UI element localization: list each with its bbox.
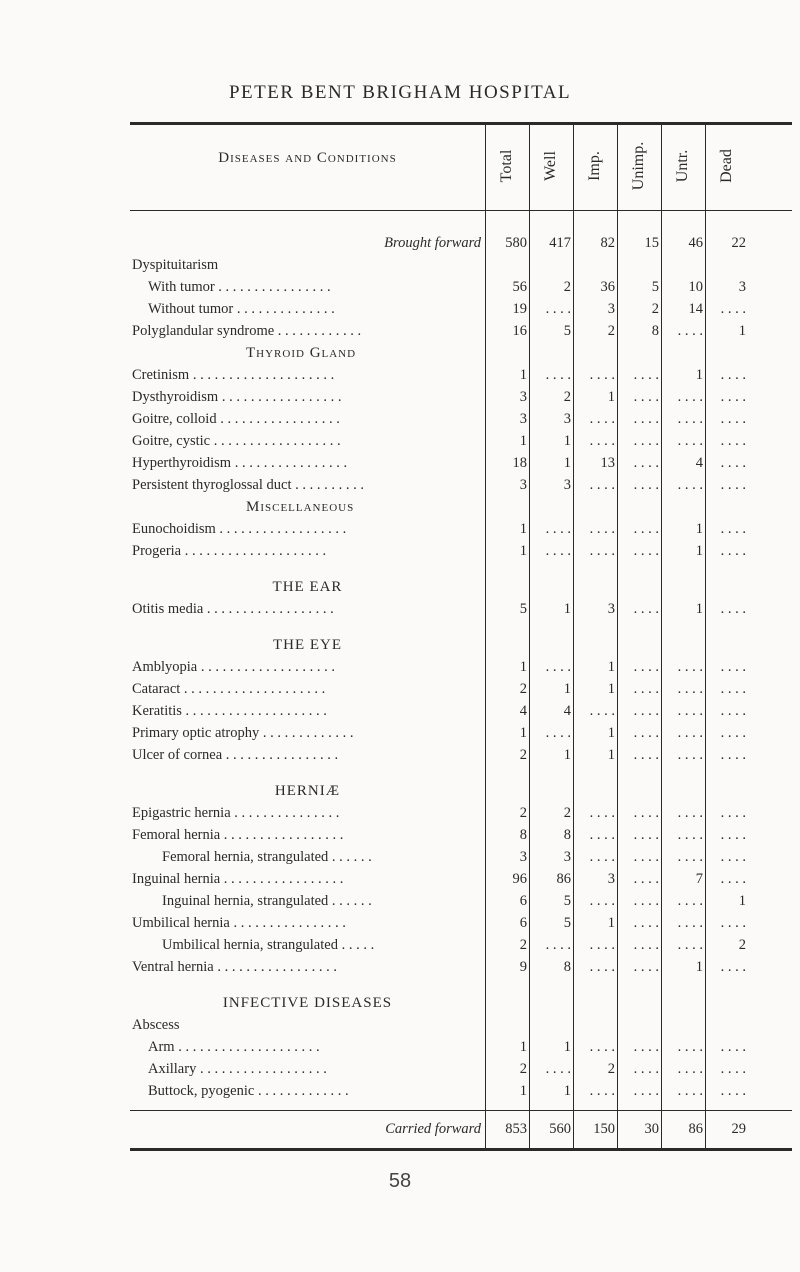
section-heading xyxy=(130,576,792,598)
cell-unimp: . . . . xyxy=(633,1083,659,1099)
cell-well: 1 xyxy=(563,1083,571,1099)
table-row xyxy=(130,232,792,254)
cell-dead: 1 xyxy=(738,893,746,909)
cell-well: 5 xyxy=(563,893,571,909)
cell-well: 1 xyxy=(563,747,571,763)
cell-well: 8 xyxy=(563,959,571,975)
page-number: 58 xyxy=(388,1170,412,1192)
table-row xyxy=(130,700,792,722)
cell-untr: 86 xyxy=(688,1121,703,1137)
cell-total: 6 xyxy=(519,915,527,931)
top-rule xyxy=(130,122,792,125)
cell-untr: 14 xyxy=(688,301,703,317)
cell-untr: . . . . xyxy=(677,893,703,909)
column-header-label: Imp. xyxy=(586,151,603,181)
cell-unimp: . . . . xyxy=(633,893,659,909)
cell-well: . . . . xyxy=(545,725,571,741)
table-row xyxy=(130,744,792,766)
cell-unimp: . . . . xyxy=(633,1061,659,1077)
cell-total: 2 xyxy=(519,1061,527,1077)
cell-total: 1 xyxy=(519,367,527,383)
cell-total: 1 xyxy=(519,1083,527,1099)
cell-total: 1 xyxy=(519,433,527,449)
cell-imp: . . . . xyxy=(589,367,615,383)
cell-unimp: . . . . xyxy=(633,455,659,471)
cell-unimp: . . . . xyxy=(633,725,659,741)
cell-dead: 1 xyxy=(738,323,746,339)
table-row xyxy=(130,474,792,496)
table-row xyxy=(130,1080,792,1102)
table-row xyxy=(130,320,792,342)
cell-dead: . . . . xyxy=(720,389,746,405)
cell-unimp: . . . . xyxy=(633,433,659,449)
cell-well: 1 xyxy=(563,601,571,617)
cell-unimp: . . . . xyxy=(633,871,659,887)
cell-well: 3 xyxy=(563,477,571,493)
cell-dead: . . . . xyxy=(720,747,746,763)
cell-imp: 36 xyxy=(600,279,615,295)
cell-unimp: . . . . xyxy=(633,937,659,953)
cell-well: 417 xyxy=(549,235,571,251)
table-row xyxy=(130,364,792,386)
cell-imp: 82 xyxy=(600,235,615,251)
cell-unimp: . . . . xyxy=(633,521,659,537)
cell-unimp: . . . . xyxy=(633,367,659,383)
table-row xyxy=(130,408,792,430)
cell-untr: 46 xyxy=(688,235,703,251)
cell-dead: 3 xyxy=(738,279,746,295)
cell-dead: . . . . xyxy=(720,703,746,719)
column-header-label: Unimp. xyxy=(630,141,647,191)
cell-unimp: . . . . xyxy=(633,747,659,763)
cell-unimp: . . . . xyxy=(633,827,659,843)
cell-untr: . . . . xyxy=(677,389,703,405)
cell-dead: . . . . xyxy=(720,659,746,675)
cell-total: 2 xyxy=(519,681,527,697)
column-divider xyxy=(573,125,574,1148)
table-row xyxy=(130,518,792,540)
cell-well: 3 xyxy=(563,411,571,427)
cell-imp xyxy=(573,254,617,276)
cell-untr: . . . . xyxy=(677,805,703,821)
cell-total: 8 xyxy=(519,827,527,843)
row-label: Axillary . . . . . . . . . . . . . . . . . . xyxy=(148,1061,327,1077)
cell-well xyxy=(529,254,573,276)
cell-unimp: 2 xyxy=(651,301,659,317)
row-label: Femoral hernia, strangulated . . . . . . xyxy=(162,849,372,865)
cell-well: 1 xyxy=(563,433,571,449)
cell-dead: . . . . xyxy=(720,411,746,427)
cell-dead: . . . . xyxy=(720,959,746,975)
cell-unimp xyxy=(617,1014,661,1036)
cell-total: 3 xyxy=(519,411,527,427)
section-heading xyxy=(130,342,792,364)
row-label: Without tumor . . . . . . . . . . . . . . xyxy=(148,301,335,317)
cell-imp: 1 xyxy=(607,747,615,763)
row-label: Dysthyroidism . . . . . . . . . . . . . . . . . xyxy=(132,389,342,405)
row-label: Ventral hernia . . . . . . . . . . . . . . . . . xyxy=(132,959,337,975)
section-heading-label: Thyroid Gland xyxy=(246,345,357,361)
cell-imp: 3 xyxy=(607,871,615,887)
cell-untr xyxy=(661,1014,705,1036)
cell-imp: . . . . xyxy=(589,1083,615,1099)
section-heading xyxy=(130,496,792,518)
cell-dead: . . . . xyxy=(720,725,746,741)
cell-dead: . . . . xyxy=(720,455,746,471)
cell-dead: . . . . xyxy=(720,521,746,537)
cell-well: 560 xyxy=(549,1121,571,1137)
cell-total: 853 xyxy=(505,1121,527,1137)
cell-dead: . . . . xyxy=(720,367,746,383)
cell-imp: 3 xyxy=(607,301,615,317)
cell-total: 3 xyxy=(519,849,527,865)
table-row xyxy=(130,452,792,474)
row-label: Cataract . . . . . . . . . . . . . . . . . . . . xyxy=(132,681,326,697)
row-label: Cretinism . . . . . . . . . . . . . . . . . . . . xyxy=(132,367,335,383)
table-row xyxy=(130,386,792,408)
cell-well: . . . . xyxy=(545,659,571,675)
column-divider xyxy=(705,125,706,1148)
cell-unimp: . . . . xyxy=(633,477,659,493)
row-label: Epigastric hernia . . . . . . . . . . . . . . . xyxy=(132,805,340,821)
row-label: Femoral hernia . . . . . . . . . . . . . . . . . xyxy=(132,827,344,843)
cell-unimp: 8 xyxy=(651,323,659,339)
cell-imp: 2 xyxy=(607,1061,615,1077)
cell-unimp: 5 xyxy=(651,279,659,295)
cell-untr: 1 xyxy=(695,959,703,975)
cell-untr: 7 xyxy=(695,871,703,887)
cell-dead: . . . . xyxy=(720,1061,746,1077)
cell-dead: 2 xyxy=(738,937,746,953)
cell-untr: . . . . xyxy=(677,1039,703,1055)
row-label: Eunochoidism . . . . . . . . . . . . . . . . . . xyxy=(132,521,347,537)
cell-untr: . . . . xyxy=(677,681,703,697)
cell-imp: 1 xyxy=(607,725,615,741)
cell-dead: . . . . xyxy=(720,849,746,865)
table-row xyxy=(130,846,792,868)
cell-total: 4 xyxy=(519,703,527,719)
cell-total: 2 xyxy=(519,937,527,953)
cell-dead: . . . . xyxy=(720,543,746,559)
section-heading xyxy=(130,780,792,802)
cell-dead: . . . . xyxy=(720,433,746,449)
cell-imp: . . . . xyxy=(589,543,615,559)
row-label: Goitre, colloid . . . . . . . . . . . . . . . . . xyxy=(132,411,340,427)
cell-untr: . . . . xyxy=(677,659,703,675)
column-header-well xyxy=(529,122,573,210)
section-heading-label: Miscellaneous xyxy=(246,499,355,515)
cell-dead: 29 xyxy=(731,1121,746,1137)
cell-untr: 1 xyxy=(695,601,703,617)
cell-well: . . . . xyxy=(545,521,571,537)
cell-imp: . . . . xyxy=(589,411,615,427)
table-row xyxy=(130,540,792,562)
cell-well: . . . . xyxy=(545,1061,571,1077)
cell-dead: . . . . xyxy=(720,601,746,617)
table-row xyxy=(130,802,792,824)
section-heading-label: THE EYE xyxy=(272,637,343,653)
column-header-imp xyxy=(573,122,617,210)
cell-imp: 1 xyxy=(607,681,615,697)
cell-total: 1 xyxy=(519,543,527,559)
table-row xyxy=(130,298,792,320)
cell-untr: . . . . xyxy=(677,725,703,741)
cell-total: 2 xyxy=(519,805,527,821)
table-row xyxy=(130,934,792,956)
column-header-unimp xyxy=(617,122,661,210)
cell-untr: 10 xyxy=(688,279,703,295)
cell-well: . . . . xyxy=(545,301,571,317)
cell-unimp: . . . . xyxy=(633,543,659,559)
cell-imp: 13 xyxy=(600,455,615,471)
row-label: Inguinal hernia . . . . . . . . . . . . . . . . . xyxy=(132,871,344,887)
cell-dead: . . . . xyxy=(720,681,746,697)
column-header-untr xyxy=(661,122,705,210)
table-row xyxy=(130,1058,792,1080)
column-header-total xyxy=(485,122,529,210)
row-label: Dyspituitarism xyxy=(132,257,219,273)
table-row xyxy=(130,1014,792,1036)
row-label: Abscess xyxy=(132,1017,180,1033)
cell-well: 86 xyxy=(556,871,571,887)
column-divider xyxy=(485,125,486,1148)
cell-dead: . . . . xyxy=(720,915,746,931)
carried-rule xyxy=(130,1110,792,1111)
cell-untr: . . . . xyxy=(677,1061,703,1077)
cell-untr: . . . . xyxy=(677,827,703,843)
row-label: Progeria . . . . . . . . . . . . . . . . . . . . xyxy=(132,543,327,559)
cell-well xyxy=(529,1014,573,1036)
cell-untr: 1 xyxy=(695,367,703,383)
row-label: Inguinal hernia, strangulated . . . . . . xyxy=(162,893,372,909)
cell-untr: . . . . xyxy=(677,915,703,931)
row-label: Brought forward xyxy=(384,235,481,251)
cell-untr: 1 xyxy=(695,543,703,559)
cell-total: 1 xyxy=(519,1039,527,1055)
row-label: Umbilical hernia, strangulated . . . . . xyxy=(162,937,375,953)
column-divider xyxy=(529,125,530,1148)
cell-untr: . . . . xyxy=(677,323,703,339)
cell-imp: . . . . xyxy=(589,477,615,493)
row-label: Primary optic atrophy . . . . . . . . . . . . . xyxy=(132,725,354,741)
section-heading-label: INFECTIVE DISEASES xyxy=(222,995,393,1011)
cell-well: . . . . xyxy=(545,543,571,559)
cell-well: 4 xyxy=(563,703,571,719)
row-label: Arm . . . . . . . . . . . . . . . . . . . . xyxy=(148,1039,320,1055)
cell-untr: . . . . xyxy=(677,849,703,865)
cell-untr: 1 xyxy=(695,521,703,537)
cell-well: . . . . xyxy=(545,937,571,953)
cell-well: 1 xyxy=(563,1039,571,1055)
cell-dead: 22 xyxy=(731,235,746,251)
cell-dead: . . . . xyxy=(720,805,746,821)
cell-imp: 1 xyxy=(607,659,615,675)
table-row xyxy=(130,956,792,978)
cell-imp: . . . . xyxy=(589,893,615,909)
table-row xyxy=(130,890,792,912)
cell-unimp: 30 xyxy=(644,1121,659,1137)
cell-total xyxy=(485,1014,529,1036)
row-label: Buttock, pyogenic . . . . . . . . . . . . . xyxy=(148,1083,349,1099)
cell-dead: . . . . xyxy=(720,477,746,493)
column-header-label: Dead xyxy=(718,149,735,183)
cell-unimp xyxy=(617,254,661,276)
cell-imp xyxy=(573,1014,617,1036)
table-row xyxy=(130,678,792,700)
cell-dead: . . . . xyxy=(720,871,746,887)
table-row xyxy=(130,824,792,846)
cell-untr: . . . . xyxy=(677,477,703,493)
cell-total: 1 xyxy=(519,659,527,675)
cell-imp: 3 xyxy=(607,601,615,617)
bottom-rule xyxy=(130,1148,792,1151)
cell-untr: . . . . xyxy=(677,937,703,953)
cell-total: 56 xyxy=(512,279,527,295)
cell-dead: . . . . xyxy=(720,1039,746,1055)
section-heading-label: HERNIÆ xyxy=(274,783,341,799)
page-header: PETER BENT BRIGHAM HOSPITAL xyxy=(228,82,572,103)
column-header-label: Untr. xyxy=(674,149,691,183)
cell-untr: . . . . xyxy=(677,411,703,427)
cell-total: 1 xyxy=(519,521,527,537)
cell-imp: . . . . xyxy=(589,805,615,821)
cell-total: 9 xyxy=(519,959,527,975)
cell-unimp: . . . . xyxy=(633,681,659,697)
cell-unimp: 15 xyxy=(644,235,659,251)
table-row xyxy=(130,912,792,934)
statistics-table xyxy=(130,122,792,1158)
row-label: Hyperthyroidism . . . . . . . . . . . . . . . . xyxy=(132,455,348,471)
cell-imp: . . . . xyxy=(589,433,615,449)
cell-well: 2 xyxy=(563,805,571,821)
cell-well: 2 xyxy=(563,279,571,295)
cell-unimp: . . . . xyxy=(633,703,659,719)
column-header-label: Total xyxy=(498,149,515,183)
column-header-dead xyxy=(705,122,749,210)
table-row xyxy=(130,254,792,276)
cell-well: 5 xyxy=(563,915,571,931)
row-label: Keratitis . . . . . . . . . . . . . . . . . . . . xyxy=(132,703,327,719)
cell-well: 5 xyxy=(563,323,571,339)
cell-imp: . . . . xyxy=(589,959,615,975)
cell-total: 16 xyxy=(512,323,527,339)
column-divider xyxy=(661,125,662,1148)
cell-imp: . . . . xyxy=(589,849,615,865)
cell-total: 19 xyxy=(512,301,527,317)
cell-well: . . . . xyxy=(545,367,571,383)
table-row xyxy=(130,276,792,298)
cell-dead xyxy=(705,1014,748,1036)
cell-dead: . . . . xyxy=(720,1083,746,1099)
row-label: Amblyopia . . . . . . . . . . . . . . . . . . . xyxy=(132,659,335,675)
cell-total: 2 xyxy=(519,747,527,763)
cell-well: 2 xyxy=(563,389,571,405)
cell-untr: . . . . xyxy=(677,433,703,449)
cell-unimp: . . . . xyxy=(633,915,659,931)
row-label: Goitre, cystic . . . . . . . . . . . . . . . . . . xyxy=(132,433,341,449)
cell-well: 1 xyxy=(563,455,571,471)
row-label: Ulcer of cornea . . . . . . . . . . . . . . . . xyxy=(132,747,339,763)
row-label: Carried forward xyxy=(385,1121,481,1137)
cell-unimp: . . . . xyxy=(633,389,659,405)
cell-imp: 150 xyxy=(593,1121,615,1137)
column-header-label: Well xyxy=(542,151,559,181)
table-row xyxy=(130,598,792,620)
cell-imp: 2 xyxy=(607,323,615,339)
cell-total xyxy=(485,254,529,276)
section-heading xyxy=(130,634,792,656)
cell-unimp: . . . . xyxy=(633,411,659,427)
cell-well: 3 xyxy=(563,849,571,865)
cell-total: 96 xyxy=(512,871,527,887)
cell-dead: . . . . xyxy=(720,827,746,843)
table-row xyxy=(130,722,792,744)
table-row xyxy=(130,1036,792,1058)
cell-total: 3 xyxy=(519,477,527,493)
table-row xyxy=(130,430,792,452)
cell-imp: 1 xyxy=(607,389,615,405)
table-row xyxy=(130,656,792,678)
table-row xyxy=(130,1118,792,1140)
cell-total: 18 xyxy=(512,455,527,471)
cell-imp: . . . . xyxy=(589,827,615,843)
cell-untr: 4 xyxy=(695,455,703,471)
table-row xyxy=(130,868,792,890)
cell-total: 1 xyxy=(519,725,527,741)
section-heading-label: THE EAR xyxy=(272,579,343,595)
cell-total: 580 xyxy=(505,235,527,251)
cell-untr: . . . . xyxy=(677,703,703,719)
cell-unimp: . . . . xyxy=(633,659,659,675)
cell-well: 8 xyxy=(563,827,571,843)
cell-well: 1 xyxy=(563,681,571,697)
row-label: With tumor . . . . . . . . . . . . . . . . xyxy=(148,279,331,295)
cell-unimp: . . . . xyxy=(633,849,659,865)
row-label: Otitis media . . . . . . . . . . . . . . . . . . xyxy=(132,601,334,617)
cell-unimp: . . . . xyxy=(633,601,659,617)
cell-total: 6 xyxy=(519,893,527,909)
cell-imp: 1 xyxy=(607,915,615,931)
column-divider xyxy=(617,125,618,1148)
cell-imp: . . . . xyxy=(589,937,615,953)
header-rule xyxy=(130,210,792,211)
cell-unimp: . . . . xyxy=(633,1039,659,1055)
cell-imp: . . . . xyxy=(589,703,615,719)
cell-dead: . . . . xyxy=(720,301,746,317)
cell-imp: . . . . xyxy=(589,1039,615,1055)
cell-unimp: . . . . xyxy=(633,805,659,821)
row-label: Persistent thyroglossal duct . . . . . . . . . . xyxy=(132,477,364,493)
diseases-column-header: Diseases and Conditions xyxy=(218,150,397,166)
row-label: Polyglandular syndrome . . . . . . . . . . . . xyxy=(132,323,362,339)
cell-unimp: . . . . xyxy=(633,959,659,975)
cell-total: 5 xyxy=(519,601,527,617)
section-heading xyxy=(130,992,792,1014)
cell-untr: . . . . xyxy=(677,747,703,763)
cell-imp: . . . . xyxy=(589,521,615,537)
cell-dead xyxy=(705,254,748,276)
cell-untr: . . . . xyxy=(677,1083,703,1099)
row-label: Umbilical hernia . . . . . . . . . . . . . . . . xyxy=(132,915,346,931)
cell-total: 3 xyxy=(519,389,527,405)
cell-untr xyxy=(661,254,705,276)
